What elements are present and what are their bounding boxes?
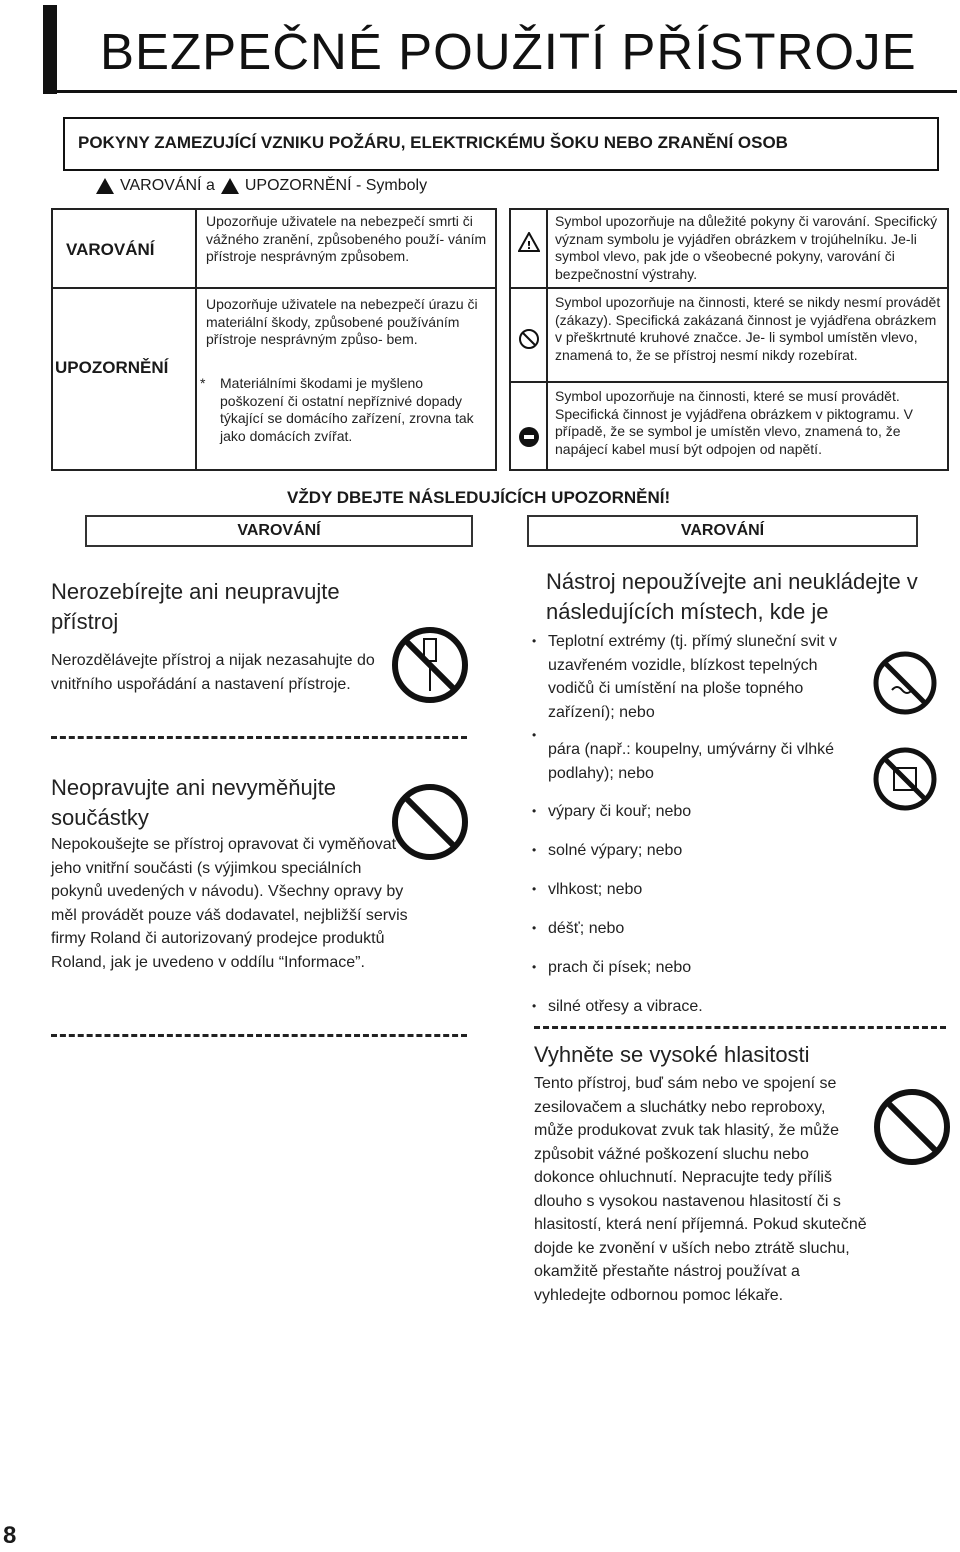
list-item: • déšť; nebo — [534, 917, 854, 956]
title-rule — [43, 90, 957, 93]
prohibition-icon — [872, 1087, 952, 1167]
unplug-icon — [518, 426, 540, 448]
warning-triangle-icon — [96, 178, 114, 194]
symbols-caption-b: UPOZORNĚNÍ - Symboly — [244, 177, 428, 194]
no-moisture-icon — [872, 746, 938, 812]
list-item: • Teplotní extrémy (tj. přímý sluneční svit v uzavřeném vozidle, blízkost tepelných vodičů či umístění na ploše topného zařízení); nebo — [534, 630, 854, 724]
prohibition-icon — [518, 328, 540, 350]
symbol-prohibition-text: Symbol upozorňuje na činnosti, které se nikdy nesmí provádět (zákazy). Specifická zakázaná činnost je vyjádřena obrázkem v přeškrtnuté kruhové značce. Je- li symbol umístěn vlevo, znamená to, že se přístroj nesmí nikdy rozebírat. — [555, 294, 941, 363]
section-title-volume: Vyhněte se vysoké hlasitosti — [534, 1042, 810, 1067]
section-text-no-disassemble: Nerozdělávejte přístroj a nijak nezasahujte do vnitřního uspořádání a nastavení přístroje. — [51, 652, 375, 693]
symbol-attention-text: Symbol upozorňuje na důležité pokyny či varování. Specifický význam symbolu je vyjádřen obrázkem v trojúhelníku. Je-li symbol vlevo, pak jde o všeobecné pokyny, varování či bezpečnostní výstrahy. — [555, 213, 938, 282]
page-title: BEZPEČNÉ POUŽITÍ PŘÍSTROJE — [100, 23, 917, 80]
list-item: • výpary či kouř; nebo — [534, 800, 854, 839]
list-item: • prach či písek; nebo — [534, 956, 854, 995]
symbols-caption — [96, 177, 427, 195]
warning-banner-right: VAROVÁNÍ — [527, 515, 918, 547]
symbol-mandatory-text: Symbol upozorňuje na činnosti, které se musí provádět. Specifická činnost je vyjádřena obrázkem v piktogramu. V případě, že se symbol je umístěn vlevo, znamená to, že napájecí kabel musí být odpojen od napětí. — [555, 388, 913, 457]
no-disassembly-icon — [390, 625, 470, 705]
always-observe-heading: VŽDY DBEJTE NÁSLEDUJÍCÍCH UPOZORNĚNÍ! — [287, 488, 671, 507]
list-item: • solné výpary; nebo — [534, 839, 854, 878]
page-number: 8 — [3, 1522, 17, 1549]
warning-label: VAROVÁNÍ — [66, 240, 155, 259]
caution-star: * — [200, 375, 206, 391]
caution-definition: Upozorňuje uživatele na nebezpečí úrazu či materiální škody, způsobené používáním přístroje nesprávným způso- bem. — [206, 296, 478, 347]
divider — [51, 287, 497, 289]
section-title-no-repair: Neopravujte ani nevyměňujte součástky — [51, 775, 336, 830]
divider — [195, 208, 197, 471]
no-heat-icon — [872, 650, 938, 716]
caution-label: UPOZORNĚNÍ — [55, 358, 169, 377]
warning-triangle-icon — [221, 178, 239, 194]
symbols-caption-a: VAROVÁNÍ a — [120, 177, 215, 194]
safety-heading: POKYNY ZAMEZUJÍCÍ VZNIKU POŽÁRU, ELEKTRICKÉMU ŠOKU NEBO ZRANĚNÍ OSOB — [78, 133, 788, 152]
section-title-placement: Nástroj nepoužívejte ani neukládejte v následujících místech, kde je — [546, 569, 918, 624]
section-divider — [51, 736, 467, 739]
section-text-volume: Tento přístroj, buď sám nebo ve spojení se zesilovačem a sluchátky nebo reproboxy, může produkovat zvuk tak hlasitý, že může způsobit vážné poškození sluchu nebo dokonce ohluchnutí. Nepracujte tedy příliš dlouho s vysokou nastavenou hlasitostí či s hlasitostí, která není příjemná. Pokud skutečně dojde ke zvonění v uších nebo ztrátě sluchu, okamžitě přestaňte nástroj používat a vyhledejte odbornou pomoc lékaře. — [534, 1075, 867, 1304]
section-divider — [534, 1026, 946, 1029]
warning-definition: Upozorňuje uživatele na nebezpečí smrti či vážného zranění, způsobeného použí- váním přístroje nesprávným způsobem. — [206, 213, 487, 264]
list-item: • pára (např.: koupelny, umývárny či vlhké podlahy); nebo — [534, 724, 854, 800]
divider — [509, 381, 949, 383]
divider — [546, 208, 548, 471]
placement-list — [534, 630, 854, 1019]
section-title-no-disassemble: Nerozebírejte ani neupravujte přístroj — [51, 579, 340, 634]
title-accent-bar — [43, 5, 57, 94]
section-text-no-repair: Nepokoušejte se přístroj opravovat či vyměňovat jeho vnitřní součásti (s výjimkou speciálních pokynů uvedených v návodu). Všechny opravy by měl provádět pouze váš dodavatel, nejbližší servis firmy Roland či autorizovaný prodejce produktů Roland, jak je uvedeno v oddílu “Informace”. — [51, 836, 408, 971]
caution-note: Materiálními škodami je myšleno poškození či ostatní nepříznivé dopady týkající se domácího zařízení, zrovna tak jako domácích zvířat. — [220, 375, 474, 444]
section-divider — [51, 1034, 467, 1037]
svg-text:!: ! — [526, 239, 532, 252]
warning-banner-left: VAROVÁNÍ — [85, 515, 473, 547]
list-item: • silné otřesy a vibrace. — [534, 995, 854, 1019]
divider — [509, 287, 949, 289]
prohibition-icon — [390, 782, 470, 862]
caution-triangle-icon — [518, 232, 540, 252]
list-item: • vlhkost; nebo — [534, 878, 854, 917]
